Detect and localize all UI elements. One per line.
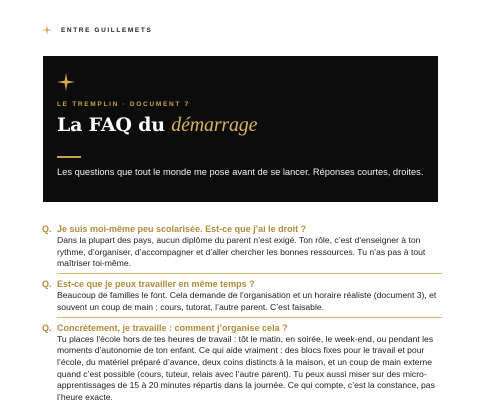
page-title xyxy=(57,114,257,137)
question-text: Je suis moi-même peu scolarisée. Est-ce que j’ai le droit ? xyxy=(57,224,307,234)
sparkle-icon xyxy=(42,25,52,35)
faq-item xyxy=(42,322,442,404)
title-rule xyxy=(57,156,81,158)
faq-question xyxy=(42,278,442,290)
document-eyebrow: LE TREMPLIN · DOCUMENT 7 xyxy=(57,101,190,108)
question-text: Concrètement, je travaille : comment j’organise cela ? xyxy=(57,322,288,333)
brand-name: ENTRE GUILLEMETS xyxy=(61,26,153,34)
question-marker: Q. xyxy=(42,224,52,234)
title-main: La FAQ du xyxy=(57,114,172,136)
sparkle-icon xyxy=(57,73,75,91)
question-marker: Q. xyxy=(42,279,52,290)
faq-item xyxy=(42,278,442,317)
divider xyxy=(57,273,442,274)
title-accent: démarrage xyxy=(171,114,258,136)
faq-question xyxy=(42,322,442,334)
hero-banner xyxy=(43,56,438,202)
faq-answer: Tu places l’école hors de tes heures de travail : tôt le matin, en soirée, le week-end, ou pendant les moments d’autonomie de ton enfant. Ce qui aide vraiment : des blocs fixes pour le travail et pour l’école, du matériel préparé d’avance, deux coins distincts à la maison, et un coup de main externe quand c’est possible (cours, tuteur, relais avec l’autre parent). Tu peux aussi miser sur des micro-apprentissages de 15 à 20 minutes répartis dans la journée. Ce qui compte, c’est la constance, pas l’heure exacte. xyxy=(57,333,435,403)
faq-answer: Dans la plupart des pays, aucun diplôme du parent n’est exigé. Ton rôle, c’est d’enseigner à ton rythme, d’organiser, d’accompagner et d’aller chercher les bonnes ressources. Tu n’as pas à tout maîtriser toi-même. xyxy=(57,235,426,269)
question-text: Est-ce que je peux travailler en même temps ? xyxy=(57,279,255,290)
brand-header xyxy=(42,25,152,35)
question-marker: Q. xyxy=(42,322,52,333)
faq-list xyxy=(42,223,442,405)
divider xyxy=(57,317,442,318)
intro-text: Les questions que tout le monde me pose avant de se lancer. Réponses courtes, droites. xyxy=(57,167,424,177)
faq-item xyxy=(42,223,442,274)
faq-question xyxy=(42,223,442,235)
faq-answer: Beaucoup de familles le font. Cela demande de l’organisation et un horaire réaliste (document 3), et souvent un coup de main : cours, tutorat, l’autre parent. C’est faisable. xyxy=(57,290,437,312)
